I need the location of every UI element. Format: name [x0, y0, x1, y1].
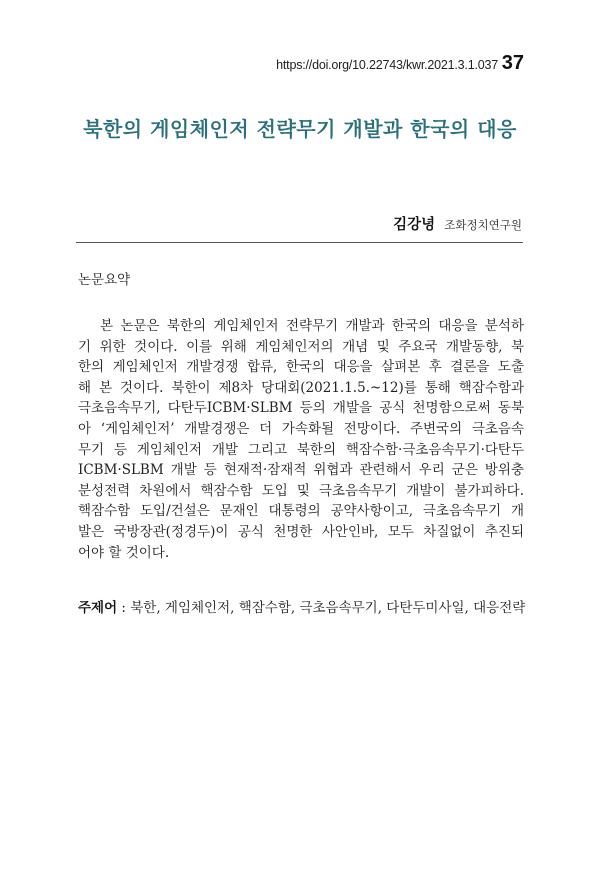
divider	[76, 242, 523, 243]
author-name: 김강녕	[393, 216, 436, 233]
page-number: 37	[501, 52, 524, 74]
abstract-line: 한의 게임체인저 개발경쟁 합류, 한국의 대응을 살펴본 후 결론을 도출	[78, 359, 524, 376]
author-affiliation: 조화정치연구원	[444, 218, 522, 232]
abstract-line: 극초음속무기, 다탄두ICBM·SLBM 등의 개발을 공식 천명함으로써 동북	[78, 400, 524, 417]
keywords	[78, 596, 525, 616]
author-line	[393, 213, 522, 234]
abstract-body	[78, 316, 524, 563]
keywords-text: : 북한, 게임체인저, 핵잠수함, 극초음속무기, 다탄두미사일, 대응전략	[117, 600, 526, 616]
paper-title: 북한의 게임체인저 전략무기 개발과 한국의 대응	[83, 117, 517, 141]
abstract-line: 무기 등 게임체인저 개발 그리고 북한의 핵잠수함·극초음속무기·다탄두	[78, 441, 524, 458]
keywords-label: 주제어	[78, 600, 118, 616]
abstract-line: 발은 국방장관(정경두)이 공식 천명한 사안인바, 모두 차질없이 추진되	[78, 523, 524, 540]
abstract-line: 어야 할 것이다.	[78, 544, 170, 561]
abstract-line: 해 본 것이다. 북한이 제8차 당대회(2021.1.5.~12)를 통해 핵잠수함과	[78, 379, 524, 396]
doi-link[interactable]: https://doi.org/10.22743/kwr.2021.3.1.037	[276, 58, 498, 72]
abstract-line: 기 위한 것이다. 이를 위해 게임체인저의 개념 및 주요국 개발동향, 북	[78, 338, 524, 355]
abstract-line: 본 논문은 북한의 게임체인저 전략무기 개발과 한국의 대응을 분석하	[78, 318, 524, 334]
abstract-line: 분성전력 차원에서 핵잠수함 도입 및 극초음속무기 개발이 불가피하다.	[78, 482, 524, 499]
abstract-line: 핵잠수함 도입/건설은 문재인 대통령의 공약사항이고, 극초음속무기 개	[78, 503, 524, 520]
abstract-line: ICBM·SLBM 개발 등 현재적·잠재적 위협과 관련해서 우리 군은 방위충	[78, 462, 524, 479]
abstract-line: 아 ‘게임체인저’ 개발경쟁은 더 가속화될 전망이다. 주변국의 극초음속	[78, 420, 524, 437]
abstract-label: 논문요약	[78, 272, 131, 288]
